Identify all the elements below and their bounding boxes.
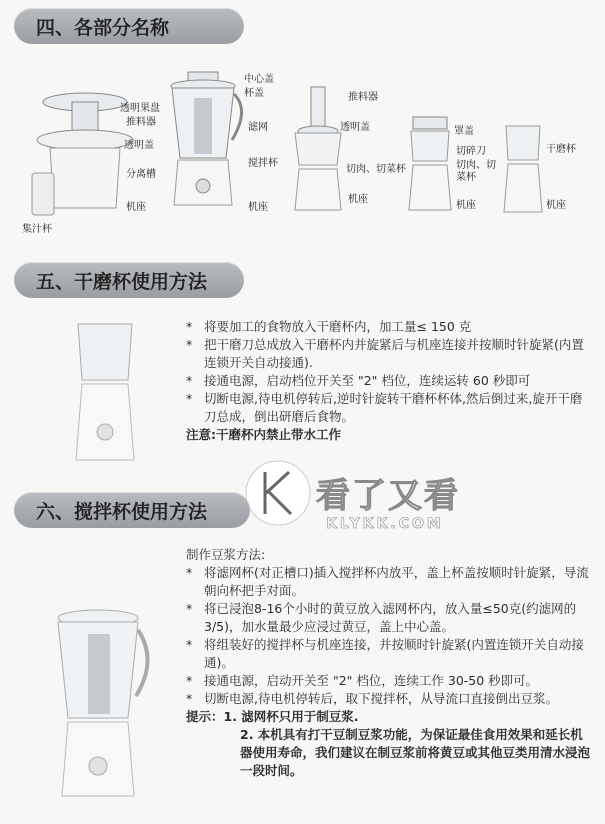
blender-illustration — [160, 70, 250, 210]
chopper-label-cup: 切肉、切菜杯 — [346, 164, 406, 175]
s5-item-2: * 把干磨刀总成放入干磨杯内并旋紧后与机座连接并按顺时针旋紧(内置连锁开关自动接通). — [186, 337, 584, 370]
s5-note: 注意:干磨杯内禁止带水工作 — [186, 427, 341, 442]
chopper-illustration — [285, 85, 345, 215]
grinder-label-base: 机座 — [546, 200, 566, 211]
chopper2-label-base: 机座 — [456, 200, 476, 211]
s6-tip-2: 2. 本机具有打干豆制豆浆功能，为保证最佳食用效果和延长机器使用寿命，我们建议在制豆浆前将黄豆或其他豆类用清水浸泡一段时间。 — [240, 727, 591, 778]
section-4-title: 四、各部分名称 — [14, 8, 244, 44]
watermark-logo — [243, 458, 313, 528]
chopper-label-pusher: 推料器 — [348, 92, 378, 103]
s5-item-4: * 切断电源,待电机停转后,逆时针旋转干磨杯杯体,然后倒过来,旋开干磨刀总成，倒出研磨后食物。 — [186, 391, 583, 424]
juicer-label-separator: 分离槽 — [126, 169, 156, 180]
s6-item-4: * 接通电源，启动开关至 "2" 档位，连续工作 30-50 秒即可。 — [186, 673, 539, 688]
juicer-label-juice-cup: 集汁杯 — [22, 224, 52, 235]
chopper2-illustration — [405, 115, 455, 215]
juicer-label-lid: 透明盖 — [124, 140, 154, 151]
blender-label-cup: 搅拌杯 — [248, 158, 278, 169]
blender-photo — [48, 600, 158, 800]
s6-tip-1: 提示：1. 滤网杯只用于制豆浆. — [186, 709, 359, 724]
s5-item-1: * 将要加工的食物放入干磨杯内，加工量≤ 150 克 — [186, 319, 472, 334]
s6-intro: 制作豆浆方法: — [186, 547, 266, 562]
chopper2-label-blade: 切碎刀 — [456, 146, 486, 157]
grinder-illustration — [498, 124, 548, 216]
s6-instructions — [186, 546, 590, 780]
s6-item-1: * 将滤网杯(对正槽口)插入搅拌杯内放平，盖上杯盖按顺时针旋紧，导流朝向杯把手对面。 — [186, 565, 589, 598]
chopper-label-lid: 透明盖 — [340, 122, 370, 133]
juicer-label-pusher: 推料器 — [126, 117, 156, 128]
blender-label-filter: 滤网 — [248, 122, 268, 133]
blender-label-center-cap: 中心盖 — [244, 74, 274, 85]
s5-item-3: * 接通电源，启动档位开关至 "2" 档位，连续运转 60 秒即可 — [186, 373, 531, 388]
s5-instructions — [186, 318, 586, 444]
chopper2-label-cover: 罩盖 — [454, 126, 474, 137]
juicer-label-base: 机座 — [126, 202, 146, 213]
grinder-label-cup: 干磨杯 — [546, 144, 576, 155]
grinder-photo — [70, 320, 140, 465]
watermark-text: 看了又看 — [316, 476, 460, 516]
s6-item-3: * 将组装好的搅拌杯与机座连接，并按顺时针旋紧(内置连锁开关自动接通)。 — [186, 637, 584, 670]
section-5-title: 五、干磨杯使用方法 — [14, 262, 244, 298]
blender-label-lid: 杯盖 — [244, 88, 264, 99]
s6-item-2: * 将已浸泡8-16个小时的黄豆放入滤网杯内，放入量≤50克(约滤网的 3/5)，加水量最少应浸过黄豆，盖上中心盖。 — [186, 601, 577, 634]
juicer-label-fruit-plate: 透明果盘 — [120, 103, 160, 114]
chopper-label-base: 机座 — [348, 194, 368, 205]
section-6-title: 六、搅拌杯使用方法 — [14, 492, 250, 528]
s6-item-5: * 切断电源,待电机停转后，取下搅拌杯，从导流口直接倒出豆浆。 — [186, 691, 558, 706]
watermark-url: KLYKK.COM — [326, 516, 444, 532]
chopper2-label-cup: 切肉、切菜杯 — [456, 160, 496, 183]
blender-label-base: 机座 — [248, 202, 268, 213]
